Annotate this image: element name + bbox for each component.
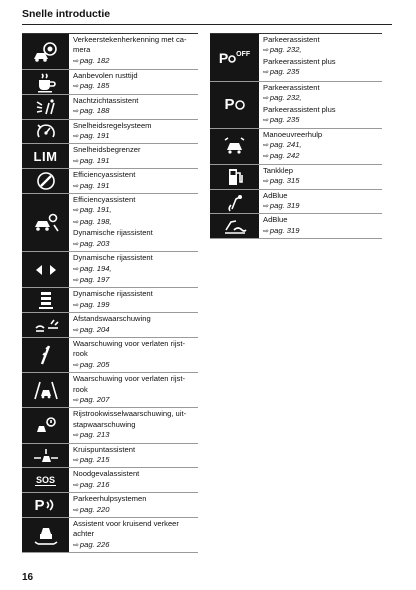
symbol-description [70,408,198,442]
arrow-right-icon: ⇨ [73,182,79,190]
page-reference[interactable]: ⇨pag. 235 [263,115,300,125]
table-row [22,338,198,373]
page-reference[interactable]: ⇨pag. 235 [263,67,300,77]
arrow-right-icon: ⇨ [263,203,269,211]
page-reference[interactable]: ⇨pag. 185 [73,81,110,91]
description-line: Rijstrookwisselwaarschuwing, uit- [73,409,187,419]
table-row [22,144,198,169]
arrow-right-icon: ⇨ [263,178,269,186]
cruise-control-icon [22,120,70,144]
arrow-right-icon: ⇨ [73,108,79,116]
description-line: Parkeerassistent [263,35,320,44]
rear-cross-traffic-icon [22,518,70,552]
description-line: Waarschuwing voor verlaten rijst- [73,338,185,348]
table-row [210,190,382,215]
park-assist-icon: P [210,82,260,128]
symbol-description [70,313,198,337]
symbol-description [70,95,198,119]
arrow-right-icon: ⇨ [73,207,79,215]
description-line: AdBlue [263,190,288,200]
table-row [22,444,198,469]
table-row [22,120,198,145]
symbol-description [70,70,198,94]
arrow-right-icon: ⇨ [73,218,79,226]
speed-limiter-icon: LIM [22,144,70,168]
page-reference[interactable]: ⇨pag. 197 [73,274,110,284]
symbol-description [260,34,382,81]
page-reference[interactable]: ⇨pag. 203 [73,238,110,248]
arrow-right-icon: ⇨ [73,157,79,165]
distance-warning-icon [22,313,70,337]
symbol-description [70,169,198,193]
header-divider [22,24,392,25]
symbol-description [70,468,198,492]
lane-change-warning-icon [22,408,70,442]
efficiency-assist-icon [22,169,70,193]
symbol-description [70,288,198,312]
arrow-right-icon: ⇨ [73,506,79,514]
description-line: Efficiencyassistent [73,170,136,180]
page-reference[interactable]: ⇨pag. 204 [73,324,110,334]
description-line: Assistent voor kruisend verkeer [73,519,179,529]
table-row [22,373,198,408]
table-row [22,493,198,518]
table-row [22,252,198,288]
page-reference[interactable]: ⇨pag. 194, [73,263,112,273]
table-row [22,408,198,443]
page-reference[interactable]: ⇨pag. 198, [73,216,112,226]
table-row [22,288,198,313]
arrow-right-icon: ⇨ [73,481,79,489]
adblue-warning-icon [210,214,260,238]
dynamic-drive-assist-road-icon [22,288,70,312]
efficiency-dynamic-assist-icon [22,194,70,251]
page-reference[interactable]: ⇨pag. 319 [263,225,300,235]
symbol-description [260,82,382,128]
description-line: Snelheidsbegrenzer [73,145,141,155]
description-line: Afstandswaarschuwing [73,314,151,324]
description-line: Kruispuntassistent [73,444,136,454]
symbol-description [70,444,198,468]
arrow-right-icon: ⇨ [73,432,79,440]
table-row [22,468,198,493]
description-line: Dynamische rijassistent [73,253,153,263]
table-row [22,194,198,252]
table-row [210,82,382,129]
page-reference[interactable]: ⇨pag. 232, [263,45,302,55]
description-line: Manoeuvreerhulp [263,129,323,139]
page-reference[interactable]: ⇨pag. 226 [73,539,110,549]
description-line: stapwaarschuwing [73,419,136,429]
symbol-description [70,252,198,287]
page-reference[interactable]: ⇨pag. 241, [263,140,302,150]
table-row [22,34,198,70]
description-line: Aanbevolen rusttijd [73,71,138,80]
table-row [210,214,382,239]
rest-recommendation-icon [22,70,70,94]
arrow-right-icon: ⇨ [263,95,269,103]
description-line: Waarschuwing voor verlaten rijst- [73,374,185,384]
table-row [22,70,198,95]
table-row [22,95,198,120]
manoeuvre-assist-icon [210,129,260,164]
crossing-assist-icon [22,444,70,468]
description-line: achter [73,529,95,539]
description-line: AdBlue [263,215,288,225]
page-reference[interactable]: ⇨pag. 315 [263,176,300,186]
arrow-right-icon: ⇨ [73,57,79,65]
symbol-description [70,338,198,372]
table-row [22,169,198,194]
arrow-right-icon: ⇨ [73,326,79,334]
arrow-right-icon: ⇨ [73,83,79,91]
arrow-right-icon: ⇨ [73,240,79,248]
symbol-description [70,34,198,69]
table-row [210,34,382,82]
page-reference[interactable]: ⇨pag. 207 [73,394,110,404]
arrow-right-icon: ⇨ [73,133,79,141]
lane-departure-warning-car-icon [22,373,70,407]
description-line: Nachtzichtassistent [73,95,139,105]
page-reference[interactable]: ⇨pag. 216 [73,479,110,489]
symbol-description [260,190,382,214]
description-line: Parkeerassistent plus [263,56,336,66]
page-reference[interactable]: ⇨pag. 199 [73,299,110,309]
page-reference[interactable]: ⇨pag. 182 [73,55,110,65]
arrow-right-icon: ⇨ [263,69,269,77]
night-vision-icon [22,95,70,119]
right-symbol-table [210,33,382,239]
page-reference[interactable]: ⇨pag. 191 [73,131,110,141]
symbol-description [70,493,198,517]
description-line: Dynamische rijassistent [73,289,153,299]
sos-icon: SOS [22,468,70,492]
description-line: rook [73,349,88,359]
dynamic-drive-assist-icon [22,252,70,287]
page-number: 16 [22,572,34,583]
description-line: Parkeerhulpsystemen [73,494,147,504]
description-line: Tankklep [263,165,293,175]
arrow-right-icon: ⇨ [263,227,269,235]
adblue-icon [210,190,260,214]
page-reference[interactable]: ⇨pag. 319 [263,201,300,211]
description-line: rook [73,384,88,394]
arrow-right-icon: ⇨ [263,142,269,150]
left-symbol-table [22,33,198,553]
page-reference[interactable]: ⇨pag. 242 [263,151,300,161]
page-reference[interactable]: ⇨pag. 220 [73,504,110,514]
description-line: Dynamische rijassistent [73,228,153,238]
symbol-description [260,129,382,164]
arrow-right-icon: ⇨ [263,47,269,55]
fuel-flap-icon [210,165,260,189]
page-reference[interactable]: ⇨pag. 215 [73,455,110,464]
symbol-description [260,165,382,189]
arrow-right-icon: ⇨ [73,541,79,549]
description-line: Parkeerassistent [263,83,320,92]
arrow-right-icon: ⇨ [263,153,269,161]
symbol-description [70,194,198,251]
symbol-description [260,214,382,238]
arrow-right-icon: ⇨ [73,276,79,284]
page-reference[interactable]: ⇨pag. 213 [73,430,110,440]
parking-system-icon: P [22,493,70,517]
page-reference[interactable]: ⇨pag. 188 [73,106,110,116]
description-line: Noodgevalassistent [73,469,140,479]
page-reference[interactable]: ⇨pag. 205 [73,359,110,369]
description-line: mera [73,45,91,55]
table-row [210,165,382,190]
symbol-description [70,518,198,552]
symbol-description [70,373,198,407]
arrow-right-icon: ⇨ [73,265,79,273]
page-reference[interactable]: ⇨pag. 191 [73,155,110,165]
arrow-right-icon: ⇨ [73,457,79,464]
description-line: Efficiencyassistent [73,195,136,205]
arrow-right-icon: ⇨ [73,396,79,404]
section-title: Snelle introductie [22,8,111,20]
page-reference[interactable]: ⇨pag. 232, [263,93,302,103]
description-line: Parkeerassistent plus [263,104,336,114]
table-row [22,313,198,338]
symbol-description [70,144,198,168]
park-assist-off-icon: P OFF [210,34,260,81]
description-line: Snelheidsregelsysteem [73,120,152,130]
arrow-right-icon: ⇨ [73,301,79,309]
table-row [210,129,382,165]
lane-departure-warning-icon [22,338,70,372]
page-reference[interactable]: ⇨pag. 191, [73,205,112,215]
arrow-right-icon: ⇨ [263,117,269,125]
description-line: Verkeerstekenherkenning met ca- [73,35,187,44]
table-row [22,518,198,553]
arrow-right-icon: ⇨ [73,361,79,369]
symbol-description [70,120,198,144]
traffic-sign-recognition-icon [22,34,70,69]
page-reference[interactable]: ⇨pag. 191 [73,180,110,190]
